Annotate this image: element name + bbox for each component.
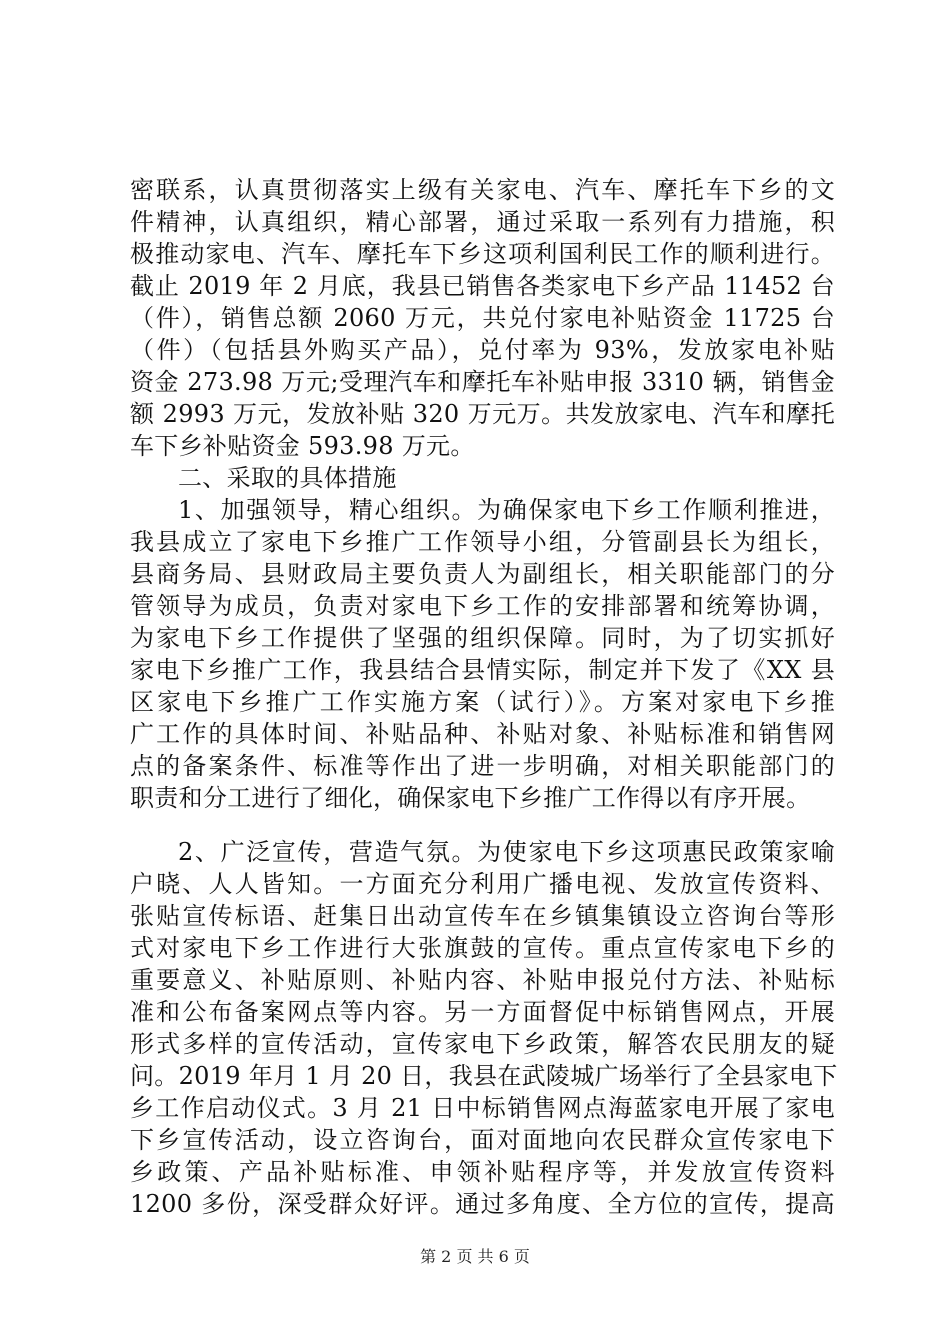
text-line: 资金 273.98 万元;受理汽车和摩托车补贴申报 3310 辆，销售金 (130, 368, 835, 396)
paragraph-1 (130, 174, 835, 494)
text-line: （件），销售总额 2060 万元，共兑付家电补贴资金 11725 台 (130, 304, 835, 332)
text-line: 我县成立了家电下乡推广工作领导小组，分管副县长为组长， (130, 528, 835, 556)
text-line: 乡工作启动仪式。3 月 21 日中标销售网点海蓝家电开展了家电 (130, 1094, 835, 1122)
text-line: 件精神，认真组织，精心部署，通过采取一系列有力措施，积 (130, 208, 835, 236)
text-line: 额 2993 万元，发放补贴 320 万元万。共发放家电、汽车和摩托 (130, 400, 835, 428)
section-heading: 二、采取的具体措施 (178, 464, 397, 492)
text-line: 极推动家电、汽车、摩托车下乡这项利国利民工作的顺利进行。 (130, 240, 835, 268)
text-line: 管领导为成员，负责对家电下乡工作的安排部署和统筹协调， (130, 592, 835, 620)
text-line: 张贴宣传标语、赶集日出动宣传车在乡镇集镇设立咨询台等形 (130, 902, 835, 930)
text-line: 问。2019 年月 1 月 20 日，我县在武陵城广场举行了全县家电下 (130, 1062, 838, 1090)
text-line: 为家电下乡工作提供了坚强的组织保障。同时，为了切实抓好 (130, 624, 835, 652)
text-line: 车下乡补贴资金 593.98 万元。 (130, 432, 475, 460)
text-line: 截止 2019 年 2 月底，我县已销售各类家电下乡产品 11452 台 (130, 272, 835, 300)
text-line: 准和公布备案网点等内容。另一方面督促中标销售网点，开展 (130, 998, 835, 1026)
text-line: 2、广泛宣传，营造气氛。为使家电下乡这项惠民政策家喻 (178, 838, 835, 866)
text-line: 广工作的具体时间、补贴品种、补贴对象、补贴标准和销售网 (130, 720, 835, 748)
text-line: 乡政策、产品补贴标准、申领补贴程序等，并发放宣传资料 (130, 1158, 835, 1186)
text-line: 点的备案条件、标准等作出了进一步明确，对相关职能部门的 (130, 752, 835, 780)
text-line: 县商务局、县财政局主要负责人为副组长，相关职能部门的分 (130, 560, 835, 588)
text-line: 密联系，认真贯彻落实上级有关家电、汽车、摩托车下乡的文 (130, 176, 835, 204)
text-line: 下乡宣传活动，设立咨询台，面对面地向农民群众宣传家电下 (130, 1126, 835, 1154)
text-line: 重要意义、补贴原则、补贴内容、补贴申报兑付方法、补贴标 (130, 966, 835, 994)
text-line: 形式多样的宣传活动，宣传家电下乡政策，解答农民朋友的疑 (130, 1030, 835, 1058)
page-number-footer: 第 2 页 共 6 页 (420, 1247, 530, 1266)
text-line: 区家电下乡推广工作实施方案（试行）》。方案对家电下乡推 (130, 688, 835, 716)
text-line: 家电下乡推广工作，我县结合县情实际，制定并下发了《XX 县 (130, 656, 835, 684)
text-line: 户晓、人人皆知。一方面充分利用广播电视、发放宣传资料、 (130, 870, 835, 898)
text-line: （件）（包括县外购买产品），兑付率为 93%，发放家电补贴 (130, 336, 835, 364)
paragraph-3 (130, 836, 838, 1220)
paragraph-2 (130, 494, 835, 814)
text-line: 1、加强领导，精心组织。为确保家电下乡工作顺利推进， (178, 496, 835, 524)
text-line: 职责和分工进行了细化，确保家电下乡推广工作得以有序开展。 (130, 784, 811, 812)
text-line: 1200 多份，深受群众好评。通过多角度、全方位的宣传，提高 (130, 1190, 835, 1218)
text-line: 式对家电下乡工作进行大张旗鼓的宣传。重点宣传家电下乡的 (130, 934, 835, 962)
